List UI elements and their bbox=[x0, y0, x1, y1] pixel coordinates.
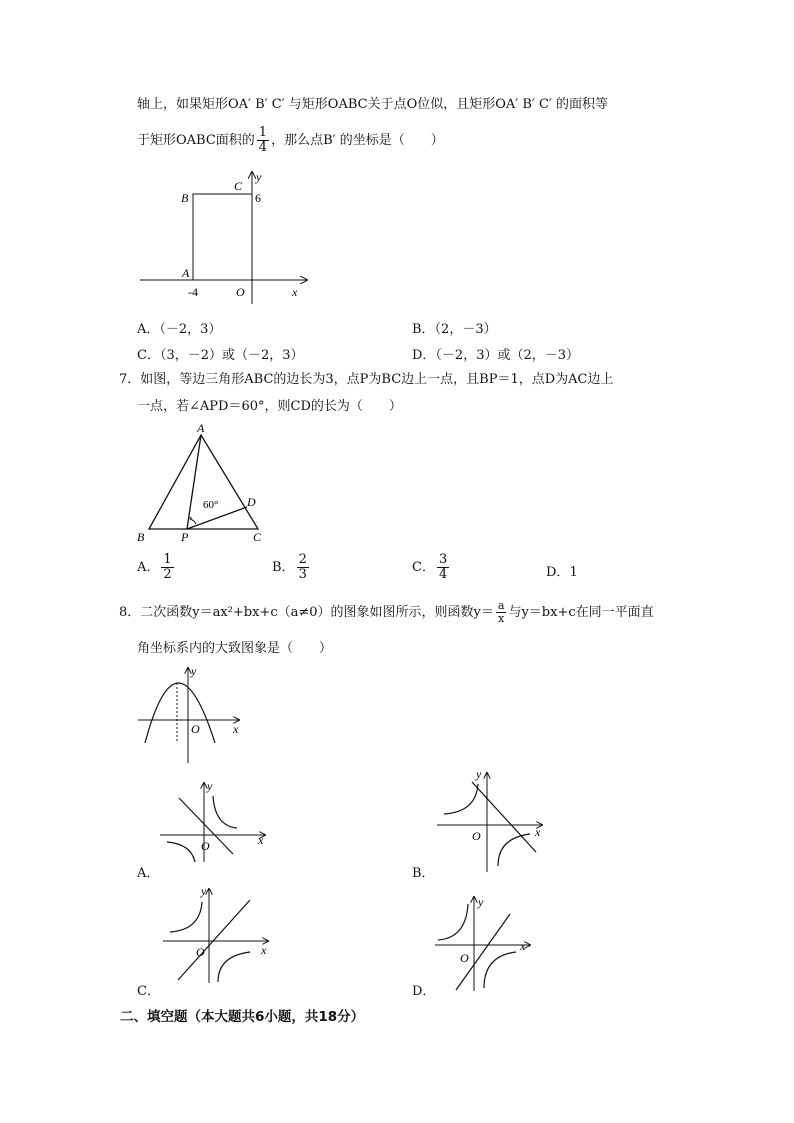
label-a: A bbox=[197, 421, 205, 435]
hyperbola-branch-1 bbox=[444, 784, 478, 814]
q6-option-b: B．（2，－3） bbox=[412, 322, 497, 337]
frac-num: 2 bbox=[298, 552, 307, 567]
q8-line1-a: 8．二次函数y＝ax²+bx+c（a≠0）的图象如图所示，则函数y＝ bbox=[119, 605, 494, 620]
q8-option-b-label: B． bbox=[412, 866, 435, 881]
label-x: x bbox=[292, 285, 298, 299]
q8-option-c-label: C． bbox=[137, 984, 160, 999]
hyperbola-branch-2 bbox=[218, 952, 250, 982]
label-b: B bbox=[181, 191, 189, 205]
line bbox=[178, 900, 250, 980]
q7-option-c-letter: C． bbox=[412, 560, 435, 575]
label-angle: 60° bbox=[203, 499, 219, 511]
q6-frac-num: 1 bbox=[258, 125, 268, 140]
rectangle-oabc bbox=[193, 194, 252, 280]
q6-option-c: C．（3，－2）或（－2，3） bbox=[137, 348, 304, 363]
q7-option-d-value: 1 bbox=[569, 565, 578, 580]
q6-line2-post: ，那么点B′ 的坐标是（ ） bbox=[271, 133, 444, 148]
q8-option-d-label: D． bbox=[412, 984, 436, 999]
frac-den: 4 bbox=[438, 567, 448, 582]
q6-frac-den: 4 bbox=[258, 140, 268, 155]
q8-graph-a bbox=[155, 778, 270, 863]
label-a: A bbox=[182, 266, 190, 280]
label-p: P bbox=[181, 530, 189, 544]
frac-den: 3 bbox=[298, 567, 307, 582]
q8-graph-b bbox=[432, 768, 547, 873]
frac-num: 1 bbox=[163, 552, 172, 567]
frac-den: 2 bbox=[163, 567, 172, 582]
q7-option-a-letter: A． bbox=[137, 560, 160, 575]
label-o: O bbox=[196, 945, 205, 959]
q7-option-b-frac bbox=[297, 553, 309, 582]
hyperbola-branch-2 bbox=[498, 834, 530, 866]
hyperbola-branch-2 bbox=[167, 842, 195, 862]
q6-line2-pre: 于矩形OABC面积的 bbox=[137, 133, 255, 148]
segment-ap bbox=[187, 435, 201, 529]
label-x: x bbox=[233, 722, 239, 736]
label-x: x bbox=[520, 939, 526, 953]
triangle-abc bbox=[149, 435, 258, 529]
q7-option-a-frac bbox=[161, 553, 173, 582]
q7-option-b-letter: B． bbox=[272, 560, 295, 575]
q7-option-a bbox=[137, 553, 176, 582]
q7-option-d bbox=[546, 561, 578, 580]
label-o: O bbox=[236, 285, 245, 299]
q8-fraction bbox=[496, 600, 507, 625]
label-x: x bbox=[535, 825, 541, 839]
label-c: C bbox=[253, 530, 262, 544]
hyperbola-branch-1 bbox=[213, 796, 237, 828]
q8-option-a-label: A． bbox=[137, 866, 160, 881]
q6-option-a: A．（－2，3） bbox=[137, 322, 222, 337]
label-y: y bbox=[207, 779, 213, 793]
q6-line1: 轴上，如果矩形OA′ B′ C′ 与矩形OABC关于点O位似，且矩形OA′ B′ C′ 的面积等 bbox=[137, 97, 609, 112]
label-x: x bbox=[258, 833, 264, 847]
label-o: O bbox=[191, 722, 200, 736]
label-x: x bbox=[261, 943, 267, 957]
hyperbola-branch-1 bbox=[438, 904, 468, 940]
q7-option-b bbox=[272, 553, 311, 582]
label-d: D bbox=[247, 495, 256, 509]
q6-line2 bbox=[137, 126, 444, 155]
frac-den: x bbox=[498, 612, 505, 625]
q8-line1 bbox=[119, 600, 654, 625]
label-o: O bbox=[460, 951, 469, 965]
hyperbola-branch-2 bbox=[484, 952, 516, 988]
label-o: O bbox=[472, 829, 481, 843]
q7-option-c-frac bbox=[437, 553, 449, 582]
q8-line2: 角坐标系内的大致图象是（ ） bbox=[137, 641, 333, 656]
q7-line2: 一点，若∠APD＝60°，则CD的长为（ ） bbox=[137, 399, 402, 414]
label-y: y bbox=[478, 895, 484, 909]
q8-line1-b: 与y＝bx+c在同一平面直 bbox=[508, 605, 654, 620]
label-six: 6 bbox=[255, 191, 261, 205]
q8-parabola-figure bbox=[135, 663, 250, 768]
label-y: y bbox=[201, 884, 207, 898]
label-neg4: -4 bbox=[188, 285, 198, 299]
frac-num: a bbox=[497, 599, 505, 612]
label-c: C bbox=[234, 179, 243, 193]
q7-triangle-figure bbox=[135, 420, 275, 545]
q7-option-c bbox=[412, 553, 451, 582]
q6-rectangle-figure bbox=[135, 166, 315, 306]
label-b: B bbox=[137, 530, 145, 544]
line bbox=[472, 782, 536, 852]
parabola bbox=[145, 683, 215, 743]
label-y: y bbox=[256, 170, 262, 184]
angle-arc-2 bbox=[190, 519, 196, 524]
q7-line1: 7．如图，等边三角形ABC的边长为3，点P为BC边上一点，且BP＝1，点D为AC边上 bbox=[119, 372, 614, 387]
q6-fraction bbox=[257, 126, 269, 155]
section-fill-in-heading: 二、填空题（本大题共6小题，共18分） bbox=[120, 1009, 365, 1025]
label-y: y bbox=[476, 768, 482, 781]
q8-graph-c bbox=[158, 884, 273, 984]
q7-option-d-letter: D． bbox=[546, 565, 570, 580]
frac-num: 3 bbox=[438, 552, 448, 567]
q8-graph-d bbox=[432, 894, 537, 992]
label-o: O bbox=[201, 839, 210, 853]
label-y: y bbox=[191, 664, 197, 678]
hyperbola-branch-1 bbox=[170, 902, 202, 932]
q6-option-d: D．（－2，3）或（2，－3） bbox=[412, 348, 580, 363]
